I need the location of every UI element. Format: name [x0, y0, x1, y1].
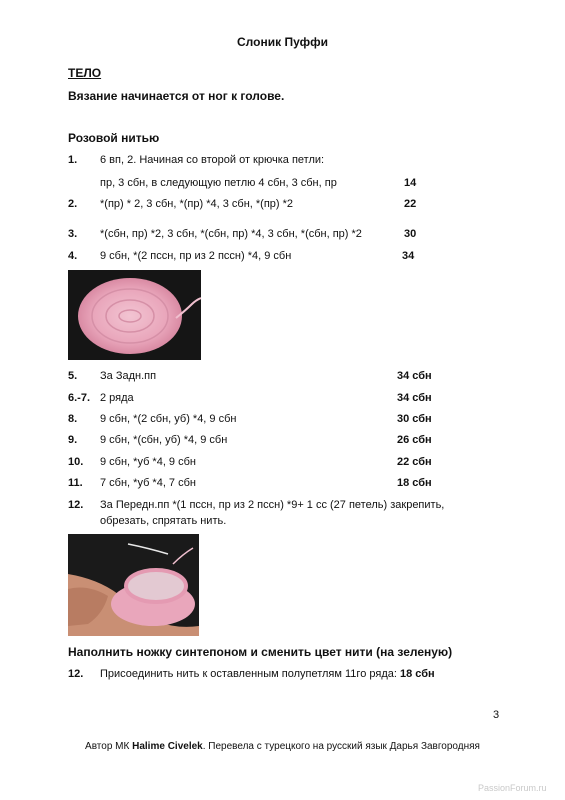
row-count: 22 сбн	[397, 456, 432, 468]
footer-author: Halime Civelek	[132, 741, 203, 752]
row-number: 6.-7.	[68, 392, 91, 404]
row-text: 9 сбн, *(2 пссн, пр из 2 пссн) *4, 9 сбн	[100, 250, 292, 262]
pattern-row	[68, 228, 488, 244]
row-count: 30 сбн	[397, 413, 432, 425]
pattern-row	[68, 177, 488, 193]
row-text-body: Присоединить нить к оставленным полупетлям 11го ряда:	[100, 668, 400, 680]
row-text: За Задн.пп	[100, 370, 157, 382]
row-number: 3.	[68, 228, 78, 240]
pattern-row	[68, 392, 488, 408]
row-text: *(пр) * 2, 3 сбн, *(пр) *4, 3 сбн, *(пр) *2	[100, 198, 294, 210]
footer-prefix: Автор МК	[85, 741, 133, 752]
pattern-row	[68, 477, 488, 493]
watermark: PassionForum.ru	[478, 783, 547, 793]
fill-instruction: Наполнить ножку синтепоном и сменить цвет нити (на зеленую)	[68, 645, 453, 659]
row-count: 22	[404, 198, 417, 210]
row-number: 1.	[68, 154, 78, 166]
row-count: 34	[402, 250, 415, 262]
pattern-row	[68, 198, 488, 214]
document-title: Слоник Пуффи	[237, 35, 328, 49]
pattern-row	[68, 154, 488, 170]
footer-credit	[0, 741, 565, 752]
row-number: 11.	[68, 477, 83, 489]
color-heading: Розовой нитью	[68, 131, 160, 145]
row-number: 8.	[68, 413, 78, 425]
footer-suffix: . Перевела с турецкого на русский язык Дарья Завгородняя	[202, 741, 480, 752]
row-number: 5.	[68, 370, 78, 382]
intro-text: Вязание начинается от ног к голове.	[68, 89, 285, 103]
pattern-row	[68, 250, 488, 266]
row-text: пр, 3 сбн, в следующую петлю 4 сбн, 3 сбн, пр	[100, 177, 337, 189]
row-count: 34 сбн	[397, 392, 432, 404]
pattern-row	[68, 668, 508, 684]
pattern-row	[68, 370, 488, 386]
row-count: 18 сбн	[399, 668, 435, 680]
row-text: 2 ряда	[100, 392, 134, 404]
pattern-row	[68, 434, 488, 450]
row-count: 30	[404, 228, 417, 240]
row-text: *(сбн, пр) *2, 3 сбн, *(сбн, пр) *4, 3 сбн, *(сбн, пр) *2	[100, 228, 362, 240]
row-text-line2: обрезать, спрятать нить.	[100, 515, 227, 527]
crochet-sole-photo	[68, 270, 201, 360]
row-text: 6 вп, 2. Начиная со второй от крючка петли:	[100, 154, 325, 166]
row-count: 18 сбн	[397, 477, 432, 489]
row-count: 26 сбн	[397, 434, 432, 446]
pattern-row	[68, 499, 488, 531]
row-text: 7 сбн, *уб *4, 7 сбн	[100, 477, 196, 489]
row-text: 9 сбн, *уб *4, 9 сбн	[100, 456, 196, 468]
row-text	[100, 668, 435, 680]
crochet-bootie-photo	[68, 534, 199, 636]
row-number: 4.	[68, 250, 78, 262]
row-text-line1: За Передн.пп *(1 пссн, пр из 2 пссн) *9+ 1 сс (27 петель) закрепить,	[100, 499, 445, 511]
row-count: 34 сбн	[397, 370, 432, 382]
row-number: 2.	[68, 198, 78, 210]
section-heading: ТЕЛО	[68, 66, 102, 80]
row-number: 12.	[68, 668, 84, 680]
row-number: 10.	[68, 456, 84, 468]
row-text: 9 сбн, *(2 сбн, уб) *4, 9 сбн	[100, 413, 237, 425]
pattern-row	[68, 413, 488, 429]
row-text: 9 сбн, *(сбн, уб) *4, 9 сбн	[100, 434, 228, 446]
row-number: 9.	[68, 434, 78, 446]
row-count: 14	[404, 177, 417, 189]
page-number: 3	[493, 709, 500, 721]
pattern-row	[68, 456, 488, 472]
row-number: 12.	[68, 499, 84, 511]
